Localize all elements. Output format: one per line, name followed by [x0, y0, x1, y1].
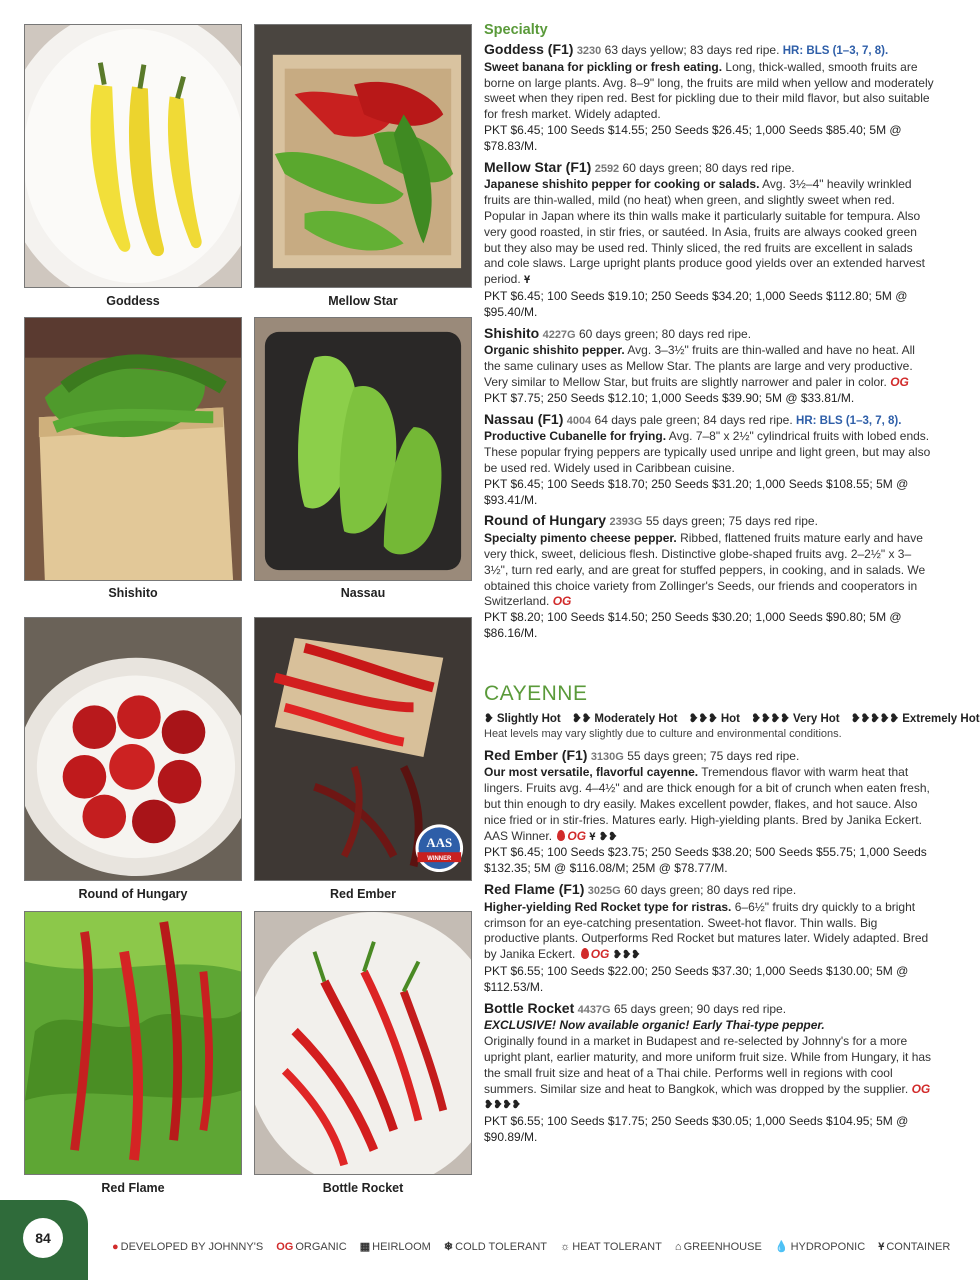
entry-goddess [484, 42, 934, 155]
variety-description: Tremendous flavor with warm heat that lingers. Fruits avg. 4–4½" and are thick enough for a bit of crunch when eaten fresh, but thin enough to dry easily. Makes excellent powder, flakes, and hot sauce. Also nice fried or in stir-fries. Matures early. High-yielding plants. Bred by Janika Eckert. AAS Winner. [484, 765, 930, 843]
container-icon: Ұ [589, 830, 596, 843]
photo-red-ember [254, 617, 472, 881]
legend-container [878, 1241, 950, 1253]
legend-cold-tolerant [444, 1241, 547, 1253]
water-drop-icon: 💧 [774, 1241, 789, 1253]
pepper-icon: ❥❥ [571, 712, 592, 725]
heat-label: Very Hot [792, 712, 840, 725]
price-list: PKT $6.55; 100 Seeds $22.00; 250 Seeds $37.30; 1,000 Seeds $130.00; 5M @ $112.53/M. [484, 964, 909, 994]
entry-bottle-rocket [484, 1001, 934, 1146]
pepper-icon: ❥ [484, 712, 494, 725]
heat-label: Hot [720, 712, 740, 725]
photo-mellow-star [254, 24, 472, 288]
legend-label: HEAT TOLERANT [572, 1241, 662, 1253]
price-list: PKT $6.45; 100 Seeds $14.55; 250 Seeds $26.45; 1,000 Seeds $85.40; 5M @ $78.83/M. [484, 122, 902, 153]
days-to-maturity: 60 days green; 80 days red ripe. [624, 883, 797, 898]
pepper-icon: ❥❥❥ [688, 712, 718, 725]
organic-icon: OG [890, 374, 909, 389]
variety-name: Red Flame (F1) [484, 881, 585, 898]
legend-label: CONTAINER [886, 1241, 951, 1253]
heat-label: Slightly Hot [496, 712, 561, 725]
legend-label: ORGANIC [295, 1241, 347, 1253]
product-code: 2592 [594, 162, 620, 175]
days-to-maturity: 60 days green; 80 days red ripe. [578, 326, 752, 341]
organic-icon: OG [911, 1081, 931, 1096]
variety-description: Avg. 3½–4" heavily wrinkled fruits are thin-walled, mild (no heat) when green, and slightly sweet when red. Popular in Japan where its thin walls make it particularly suitable for tempura. Also very good roasted, in stir fries, or sautéed. In Asia, fruits are always cooked green but they also may be used red. Thinly sliced, the red fruits are excellent in salads and cole slaws. Large upright plants produce good yields over an extended harvest period. [484, 177, 925, 287]
container-icon: Ұ [878, 1241, 885, 1253]
heat-level-legend [484, 711, 980, 725]
variety-name: Red Ember (F1) [484, 746, 588, 763]
heat-level-moderately [572, 713, 678, 725]
product-code: 3130G [590, 750, 624, 763]
variety-description: Originally found in a market in Budapest and re-selected by Johnny's for a more upright plant, earlier maturity, and more uniform fruit size. While from Hungary, it has the small fruit size and heat of a Thai chile. Performs well in regions with cool summers. Similar size and heat to Bangkok, which was dropped by the supplier. [484, 1034, 932, 1096]
days-to-maturity: 60 days green; 80 days red ripe. [622, 160, 795, 175]
entry-mellow-star [484, 160, 934, 321]
photo-goddess [24, 24, 242, 288]
photo-caption: Red Ember [330, 887, 396, 901]
product-code: 4227G [542, 328, 576, 341]
heat-level-extremely [851, 713, 980, 725]
entry-shishito [484, 326, 934, 407]
variety-tagline: Sweet banana for pickling or fresh eating. [484, 59, 723, 74]
days-to-maturity: 55 days green; 75 days red ripe. [627, 748, 800, 763]
variety-tagline: Our most versatile, flavorful cayenne. [484, 765, 699, 780]
section-title-cayenne: CAYENNE [484, 681, 588, 705]
legend-greenhouse [675, 1241, 762, 1253]
organic-icon: OG [590, 947, 610, 962]
product-code: 4004 [566, 414, 592, 427]
variety-description: 6–6½" fruits dry quickly to a bright crimson for an eye-catching presentation. Sweet-hot flavor. Thin walls. Big productive plants. Outperforms Red Rocket but matures later. Widely adapted. Bred by Janika Eckert. [484, 899, 929, 962]
heat-label: Moderately Hot [594, 712, 678, 725]
photo-caption: Round of Hungary [78, 887, 188, 901]
organic-icon: OG [552, 594, 572, 609]
price-list: PKT $6.45; 100 Seeds $23.75; 250 Seeds $38.20; 500 Seeds $55.75; 1,000 Seeds $132.35; 5M @ $116.08/M; 25M @ $78.77/M. [484, 845, 927, 876]
days-to-maturity: 63 days yellow; 83 days red ripe. [604, 43, 780, 57]
photo-nassau [254, 317, 472, 581]
legend-label: HYDROPONIC [790, 1241, 866, 1253]
disease-resistance: HR: BLS (1–3, 7, 8). [796, 414, 902, 427]
variety-tagline: Specialty pimento cheese pepper. [484, 531, 677, 546]
variety-description: Ribbed, flattened fruits mature early and have very thick, sweet, delicious flesh. Distinctive globe-shaped fruits avg. 2–2½" x 3–3½", turn red early, and are great for stuffed peppers, in cooking, and in salads. We obtained this choice variety from Zollinger's Seeds, our friends and cooperators in Switzerland. [484, 531, 926, 609]
photo-caption: Nassau [340, 586, 386, 600]
variety-description: Long, thick-walled, smooth fruits are borne on large plants. Avg. 8–9" long, the fruits are mild when yellow and moderately sweet when they ripen red. Best for pickling due to their mild flavor, but also suitable for fresh market. Widely adapted. [484, 59, 934, 122]
legend-heat-tolerant [560, 1241, 662, 1253]
entry-red-ember [484, 748, 934, 877]
legend-organic [276, 1241, 346, 1253]
variety-tagline: Productive Cubanelle for frying. [484, 429, 667, 444]
variety-description: Avg. 7–8" x 2½" cylindrical fruits with lobed ends. These popular frying peppers are typically used unripe and light green, but may also be used red. Widely used in Caribbean cuisine. [484, 429, 931, 475]
days-to-maturity: 64 days pale green; 84 days red ripe. [594, 412, 793, 427]
price-list: PKT $8.20; 100 Seeds $14.50; 250 Seeds $30.20; 1,000 Seeds $90.80; 5M @ $86.16/M. [484, 610, 902, 640]
organic-icon: OG [276, 1241, 294, 1253]
legend-heirloom [360, 1241, 431, 1253]
legend-developed-by-johnnys [112, 1241, 263, 1253]
organic-icon: OG [567, 828, 587, 843]
disease-resistance: HR: BLS (1–3, 7, 8). [782, 45, 889, 57]
variety-tagline: Organic shishito pepper. [484, 343, 625, 358]
variety-tagline: EXCLUSIVE! Now available organic! Early Thai-type pepper. [484, 1018, 825, 1033]
entry-round-of-hungary [484, 513, 934, 641]
photo-shishito [24, 317, 242, 581]
heat-level-very [751, 713, 839, 725]
pepper-icon: ❥❥❥❥❥ [850, 712, 900, 725]
product-code: 3230 [576, 45, 602, 57]
legend-label: DEVELOPED BY JOHNNY'S [120, 1241, 264, 1253]
variety-description: Avg. 3–3½" fruits are thin-walled and have no heat. All the same culinary uses as Mellow Star. The plants are large and very productive. Very similar to Mellow Star, but fruits are slightly narrower and paler in color. [484, 343, 915, 389]
symbol-legend [112, 1240, 960, 1253]
container-icon: Ұ [524, 274, 531, 287]
product-code: 2393G [609, 516, 643, 529]
price-list: PKT $7.75; 250 Seeds $12.10; 1,000 Seeds $39.90; 5M @ $33.81/M. [484, 390, 855, 405]
legend-label: GREENHOUSE [683, 1241, 762, 1253]
variety-name: Mellow Star (F1) [484, 158, 592, 175]
heat-moderately-icon: ❥❥ [598, 830, 618, 843]
page-number: 84 [23, 1218, 63, 1258]
developed-by-johnnys-icon [581, 948, 589, 959]
heat-level-note: Heat levels may vary slightly due to culture and environmental conditions. [484, 727, 842, 740]
photo-caption: Red Flame [101, 1181, 165, 1195]
days-to-maturity: 55 days green; 75 days red ripe. [645, 514, 818, 529]
legend-hydroponic [775, 1241, 865, 1253]
variety-name: Nassau (F1) [484, 410, 564, 427]
heat-very-hot-icon: ❥❥❥❥ [484, 1099, 521, 1112]
variety-name: Bottle Rocket [484, 999, 575, 1016]
entry-red-flame [484, 882, 934, 996]
price-list: PKT $6.45; 100 Seeds $19.10; 250 Seeds $34.20; 1,000 Seeds $112.80; 5M @ $95.40/M. [484, 288, 908, 319]
aas-badge-text: AAS [426, 836, 453, 851]
photo-bottle-rocket [254, 911, 472, 1175]
photo-caption: Bottle Rocket [322, 1181, 404, 1195]
heat-level-hot [689, 713, 740, 725]
greenhouse-icon: ⌂ [674, 1241, 682, 1253]
photo-round-of-hungary [24, 617, 242, 881]
developed-by-johnnys-icon [557, 830, 565, 841]
legend-label: HEIRLOOM [372, 1241, 431, 1253]
heat-hot-icon: ❥❥❥ [612, 949, 641, 962]
photo-caption: Mellow Star [328, 294, 398, 308]
product-code: 4437G [577, 1003, 611, 1016]
aas-badge-winner: WINNER [427, 856, 452, 863]
product-code: 3025G [587, 885, 621, 898]
variety-name: Shishito [484, 324, 540, 341]
price-list: PKT $6.45; 100 Seeds $18.70; 250 Seeds $31.20; 1,000 Seeds $108.55; 5M @ $93.41/M. [484, 476, 909, 507]
entry-nassau [484, 412, 934, 509]
snowflake-icon: ❄ [443, 1241, 454, 1253]
heirloom-icon: ▦ [359, 1241, 371, 1253]
heat-level-slightly [484, 713, 561, 725]
product-listing [484, 22, 980, 1151]
photo-red-flame [24, 911, 242, 1175]
legend-label: COLD TOLERANT [455, 1241, 548, 1253]
section-label-specialty: Specialty [484, 22, 548, 38]
sun-icon: ☼ [560, 1241, 571, 1253]
heat-label: Extremely Hot [902, 712, 980, 725]
variety-name: Goddess (F1) [484, 41, 574, 57]
photo-caption: Goddess [106, 294, 160, 308]
drop-icon: ● [112, 1241, 119, 1253]
photo-caption: Shishito [108, 586, 158, 600]
pepper-icon: ❥❥❥❥ [751, 712, 790, 725]
price-list: PKT $6.55; 100 Seeds $17.75; 250 Seeds $30.05; 1,000 Seeds $104.95; 5M @ $90.89/M. [484, 1114, 909, 1145]
variety-name: Round of Hungary [484, 512, 607, 529]
days-to-maturity: 65 days green; 90 days red ripe. [613, 1001, 787, 1016]
variety-tagline: Higher-yielding Red Rocket type for ristras. [484, 899, 732, 914]
variety-tagline: Japanese shishito pepper for cooking or salads. [484, 177, 760, 192]
